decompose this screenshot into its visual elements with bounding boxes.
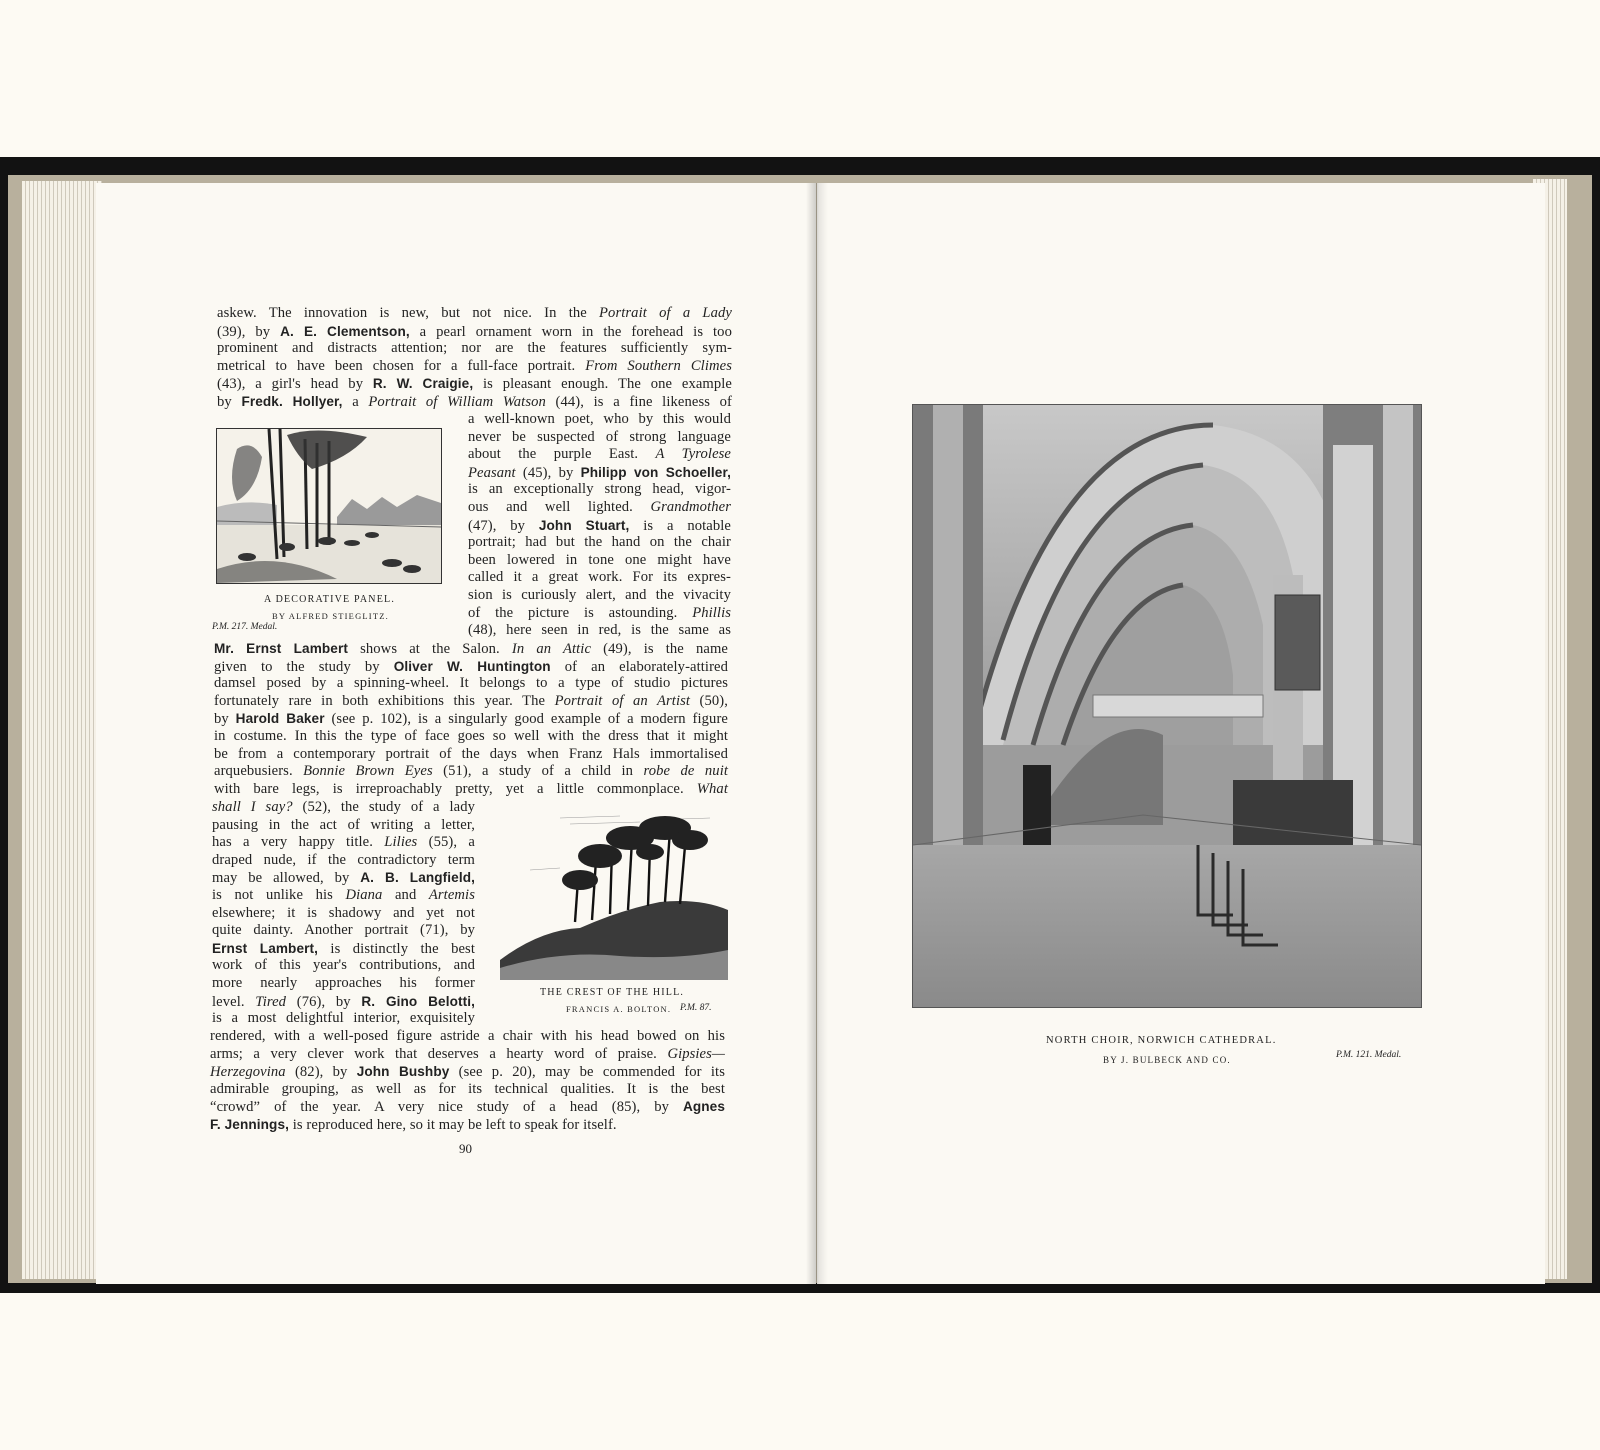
body-text-line: more nearly approaches his former [212,975,475,991]
body-text-line: with bare legs, is irreproachably pretty, yet a little commonplace. What [214,780,728,797]
body-text-line: has a very happy title. Lilies (55), a [212,834,475,851]
body-text-line: prominent and distracts attention; nor are the features sufficiently sym- [217,340,732,357]
page-number: 90 [459,1141,472,1156]
body-text-line: arms; a very clever work that deserves a hearty word of praise. Gipsies— [210,1045,725,1062]
body-text-line: F. Jennings, is reproduced here, so it may be left to speak for itself. [210,1117,617,1133]
body-text-line: Peasant (45), by Philipp von Schoeller, [468,464,731,481]
plate-title: NORTH CHOIR, NORWICH CATHEDRAL. [1046,1035,1277,1046]
body-text-line: admirable grouping, as well as for its technical qualities. It is the best [210,1080,725,1097]
plate-north-choir-photo [912,404,1422,1008]
figure-decorative-panel-credit: BY ALFRED STIEGLITZ. [272,611,389,621]
decorative-panel-illustration [217,429,441,583]
body-text-line: level. Tired (76), by R. Gino Belotti, [212,993,475,1010]
body-text-line: quite dainty. Another portrait (71), by [212,922,475,939]
figure-crest-of-the-hill [500,810,728,980]
body-text-line: given to the study by Oliver W. Huntington of an elaborately-attired [214,658,729,675]
body-text-line: damsel posed by a spinning-wheel. It belongs to a type of studio pictures [214,675,728,692]
body-text-line: Herzegovina (82), by John Bushby (see p. 20), may be commended for its [210,1064,725,1081]
figure-crest-credit: FRANCIS A. BOLTON. [566,1004,672,1014]
page-edges-left [22,181,102,1279]
body-text-line: (47), by John Stuart, is a notable [468,517,731,534]
gutter-shadow [806,183,828,1284]
body-text-line: ous and well lighted. Grandmother [468,499,731,515]
body-text-line: metrical to have been chosen for a full-face portrait. From Southern Climes [217,357,732,374]
body-text-line: (48), here seen in red, is the same as [468,622,731,639]
body-text-line: by Harold Baker (see p. 102), is a singularly good example of a modern figure [214,711,728,728]
body-text-line: never be suspected of strong language [468,428,731,445]
body-text-line: is a most delightful interior, exquisitely [212,1010,475,1027]
body-text-line: rendered, with a well-posed figure astride a chair with his head bowed on his [210,1028,725,1044]
body-text-line: askew. The innovation is new, but not nice. In the Portrait of a Lady [217,305,732,321]
body-text-line: pausing in the act of writing a letter, [212,816,475,833]
body-text-line: arquebusiers. Bonnie Brown Eyes (51), a study of a child in robe de nuit [214,763,729,780]
body-text-line: shall I say? (52), the study of a lady [212,799,475,815]
body-text-line: work of this year's contributions, and [212,957,475,974]
body-text-line: in costume. In this the type of face goes so well with the dress that it might [214,728,728,744]
body-text-line: is not unlike his Diana and Artemis [212,887,475,903]
body-text-line: a well-known poet, who by this would [468,411,731,427]
body-text-line: draped nude, if the contradictory term [212,851,475,868]
figure-decorative-panel [216,428,442,584]
body-text-line: fortunately rare in both exhibitions this year. The Portrait of an Artist (50), [214,692,728,709]
body-text-line: (43), a girl's head by R. W. Craigie, is pleasant enough. The one example [217,376,733,393]
body-text-line: been lowered in tone one might have [468,551,731,568]
plate-credit: BY J. BULBECK AND CO. [1103,1055,1231,1065]
figure-crest-title: THE CREST OF THE HILL. [540,987,685,998]
body-text-line: may be allowed, by A. B. Langfield, [212,870,475,887]
body-text-line: (39), by A. E. Clementson, a pearl ornament worn in the forehead is too [217,323,732,340]
body-text-line: about the purple East. A Tyrolese [468,446,732,463]
body-text-line: of the picture is astounding. Phillis [468,604,731,621]
body-text-line: sion is curiously alert, and the vivacity [468,587,731,603]
cathedral-interior-image [913,405,1421,1007]
body-text-line: Mr. Ernst Lambert shows at the Salon. In an Attic (49), is the name [214,641,728,657]
body-text-line: portrait; had but the hand on the chair [468,534,731,551]
body-text-line: be from a contemporary portrait of the days when Franz Hals immortalised [214,745,728,762]
body-text-line: by Fredk. Hollyer, a Portrait of William Watson (44), is a fine likeness of [217,394,733,410]
body-text-line: Ernst Lambert, is distinctly the best [212,940,475,957]
body-text-line: called it a great work. For its expres- [468,569,731,586]
body-text-line: “crowd” of the year. A very nice study of a head (85), by Agnes [210,1099,725,1116]
figure-decorative-panel-award: P.M. 217. Medal. [212,622,278,632]
crest-of-the-hill-illustration [500,810,728,980]
body-text-line: elsewhere; it is shadowy and yet not [212,904,475,921]
figure-crest-award: P.M. 87. [680,1003,712,1013]
plate-award: P.M. 121. Medal. [1336,1050,1402,1060]
figure-decorative-panel-title: A DECORATIVE PANEL. [264,594,396,605]
body-text-line: is an exceptionally strong head, vigor- [468,481,731,498]
